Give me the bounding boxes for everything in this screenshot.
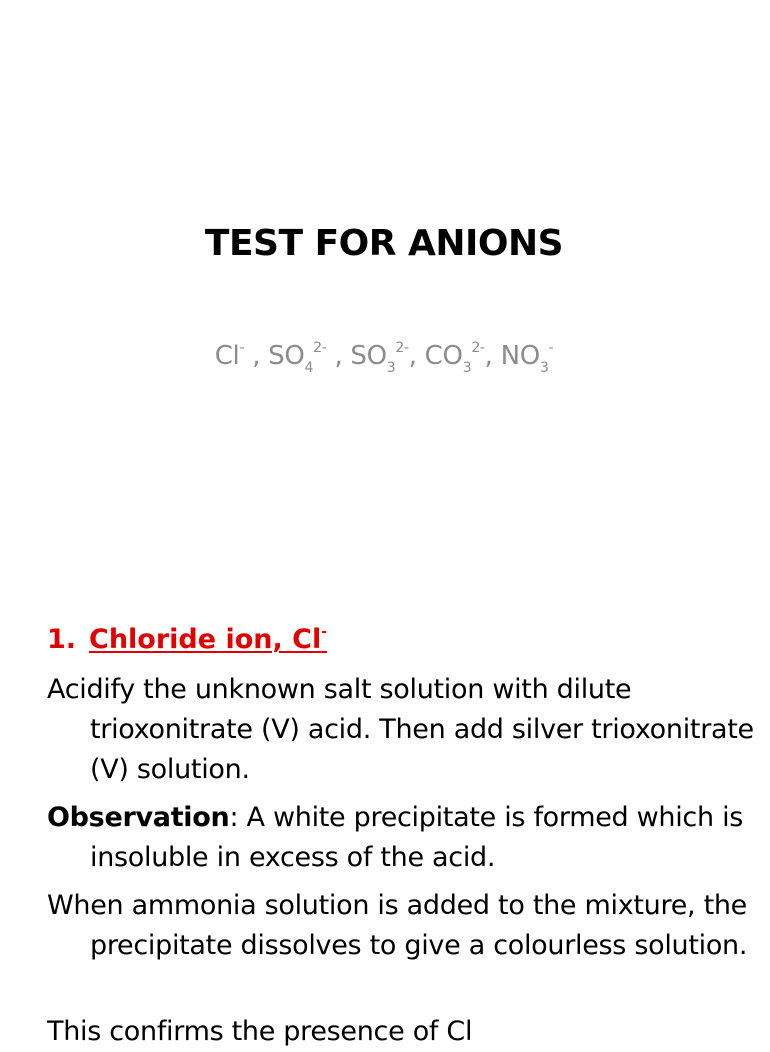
section-heading-text: Chloride ion, Cl [89,624,322,655]
separator: , [408,341,425,371]
observation-paragraph [47,798,770,878]
ion-nitrate-subscript: 3 [539,360,549,376]
ion-sulphite-charge: 2- [395,340,409,356]
ion-sulphite: SO [350,341,387,371]
separator: , [326,341,351,371]
ion-sulphate-charge: 2- [313,340,327,356]
section-heading-label [89,624,327,655]
slide-subtitle-ion-list [0,338,768,374]
section-heading [47,622,327,658]
section-number: 1. [47,624,77,655]
ion-chloride-charge: - [239,340,245,356]
slide-title: TEST FOR ANIONS [204,223,564,264]
ion-nitrate: NO [500,341,540,371]
procedure-paragraph: Acidify the unknown salt solution with dilute trioxonitrate (V) acid. Then add silver trioxonitrate (V) solution. [47,674,754,785]
ion-sulphate-subscript: 4 [304,360,314,376]
content-slide-chloride [0,576,768,1047]
ion-carbonate-charge: 2- [471,340,485,356]
ion-sulphite-subscript: 3 [386,360,396,376]
ion-sulphate: SO [268,341,305,371]
ion-carbonate-subscript: 3 [462,360,472,376]
confirmation-paragraph: This confirms the presence of Cl [47,1016,473,1047]
ion-chloride: Cl [214,341,240,371]
observation-label: Observation [47,802,230,833]
ammonia-paragraph: When ammonia solution is added to the mixture, the precipitate dissolves to give a colourless solution. [47,890,748,961]
observation-text: : A white precipitate is formed which is insoluble in excess of the acid. [90,802,744,873]
separator: , [484,341,501,371]
ion-carbonate: CO [424,341,463,371]
separator: , [244,341,269,371]
section-heading-charge: - [321,624,328,640]
ion-nitrate-charge: - [548,340,554,356]
